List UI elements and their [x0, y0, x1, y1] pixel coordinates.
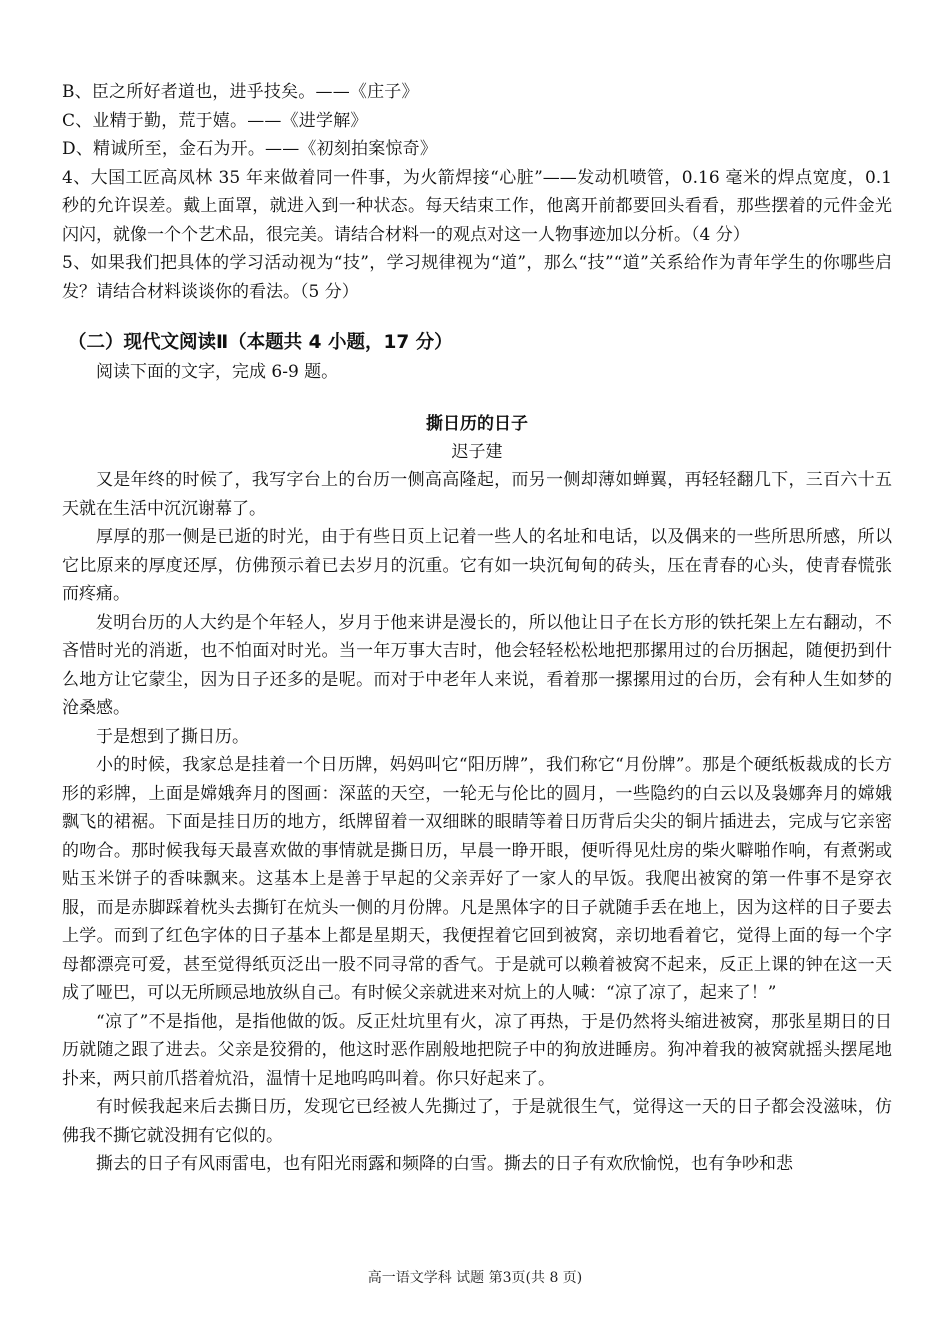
article-paragraph: 厚厚的那一侧是已逝的时光，由于有些日页上记着一些人的名址和电话，以及偶来的一些所思所感，所以它比原来的厚度还厚，仿佛预示着已去岁月的沉重。它有如一块沉甸甸的砖头，压在青春的心头，使青春慌张而疼痛。	[62, 527, 892, 604]
option-b: B、臣之所好者道也，进乎技矣。——《庄子》	[62, 82, 419, 102]
section-heading: （二）现代文阅读Ⅱ（本题共 4 小题，17 分）	[68, 332, 453, 353]
option-d: D、精诚所至，金石为开。——《初刻拍案惊奇》	[62, 139, 438, 159]
article-paragraph: 于是想到了撕日历。	[96, 726, 249, 747]
page-footer: 高一语文学科 试题 第3页(共 8 页)	[367, 1270, 583, 1286]
article-paragraph: 小的时候，我家总是挂着一个日历牌，妈妈叫它“阳历牌”，我们称它“月份牌”。那是个硬纸板裁成的长方形的彩牌，上面是嫦娥奔月的图画：深蓝的天空，一轮无与伦比的圆月，一些隐约的白云以及袅娜奔月的嫦娥飘飞的裙裾。下面是挂日历的地方，纸牌留着一双细眯的眼睛等着日历背后尖尖的铜片插进去，完成与它亲密的吻合。那时候我每天最喜欢做的事情就是撕日历，早晨一睁开眼，便听得见灶房的柴火噼啪作响，有煮粥或贴玉米饼子的香味飘来。这基本上是善于早起的父亲弄好了一家人的早饭。我爬出被窝的第一件事不是穿衣服，而是赤脚踩着枕头去撕钉在炕头一侧的月份牌。凡是黑体字的日子就随手丢在地上，因为这样的日子要去上学。而到了红色字体的日子基本上都是星期天，我便捏着它回到被窝，亲切地看着它，觉得上面的每一个字母都漂亮可爱，甚至觉得纸页泛出一股不同寻常的香气。于是就可以赖着被窝不起来，反正上课的钟在这一天成了哑巴，可以无所顾忌地放纵自己。有时候父亲就进来对炕上的人喊：“凉了凉了，起来了！”	[62, 755, 892, 1003]
article-title: 撕日历的日子	[426, 414, 528, 434]
article-paragraph: “凉了”不是指他，是指他做的饭。反正灶坑里有火，凉了再热，于是仍然将头缩进被窝，那张星期日的日历就随之跟了进去。父亲是狡猾的，他这时恶作剧般地把院子中的狗放进睡房。狗冲着我的被窝就摇头摆尾地扑来，两只前爪搭着炕沿，温情十足地呜呜叫着。你只好起来了。	[62, 1011, 892, 1089]
article-paragraph: 有时候我起来后去撕日历，发现它已经被人先撕过了，于是就很生气，觉得这一天的日子都会没滋味，仿佛我不撕它就没拥有它似的。	[62, 1097, 892, 1146]
question-5: 5、如果我们把具体的学习活动视为“技”，学习规律视为“道”，那么“技”“道”关系给作为青年学生的你哪些启发？请结合材料谈谈你的看法。（5 分）	[62, 253, 892, 302]
question-4: 4、大国工匠高凤林 35 年来做着同一件事，为火箭焊接“心脏”——发动机喷管，0.16 毫米的焊点宽度，0.1 秒的允许误差。戴上面罩，就进入到一种状态。每天结束工作，他离开前都要回头看看，那些摆着的元件金光闪闪，就像一个个艺术品，很完美。请结合材料一的观点对这一人物事迹加以分析。（4 分）	[62, 167, 892, 245]
option-c: C、业精于勤，荒于嬉。——《进学解》	[62, 110, 368, 131]
article-paragraph: 又是年终的时候了，我写字台上的台历一侧高高隆起，而另一侧却薄如蝉翼，再轻轻翻几下，三百六十五天就在生活中沉沉谢幕了。	[62, 470, 892, 519]
section-instruction: 阅读下面的文字，完成 6-9 题。	[96, 362, 339, 382]
article-paragraph: 发明台历的人大约是个年轻人，岁月于他来讲是漫长的，所以他让日子在长方形的铁托架上左右翻动，不吝惜时光的消逝，也不怕面对时光。当一年万事大吉时，他会轻轻松松地把那摞用过的台历捆起，随便扔到什么地方让它蒙尘，因为日子还多的是呢。而对于中老年人来说，看着那一摞摞用过的台历，会有种人生如梦的沧桑感。	[62, 612, 892, 718]
exam-page	[62, 78, 892, 1179]
article-author: 迟子建	[451, 442, 503, 462]
article-paragraph: 撕去的日子有风雨雷电，也有阳光雨露和频降的白雪。撕去的日子有欢欣愉悦，也有争吵和悲	[96, 1154, 793, 1174]
